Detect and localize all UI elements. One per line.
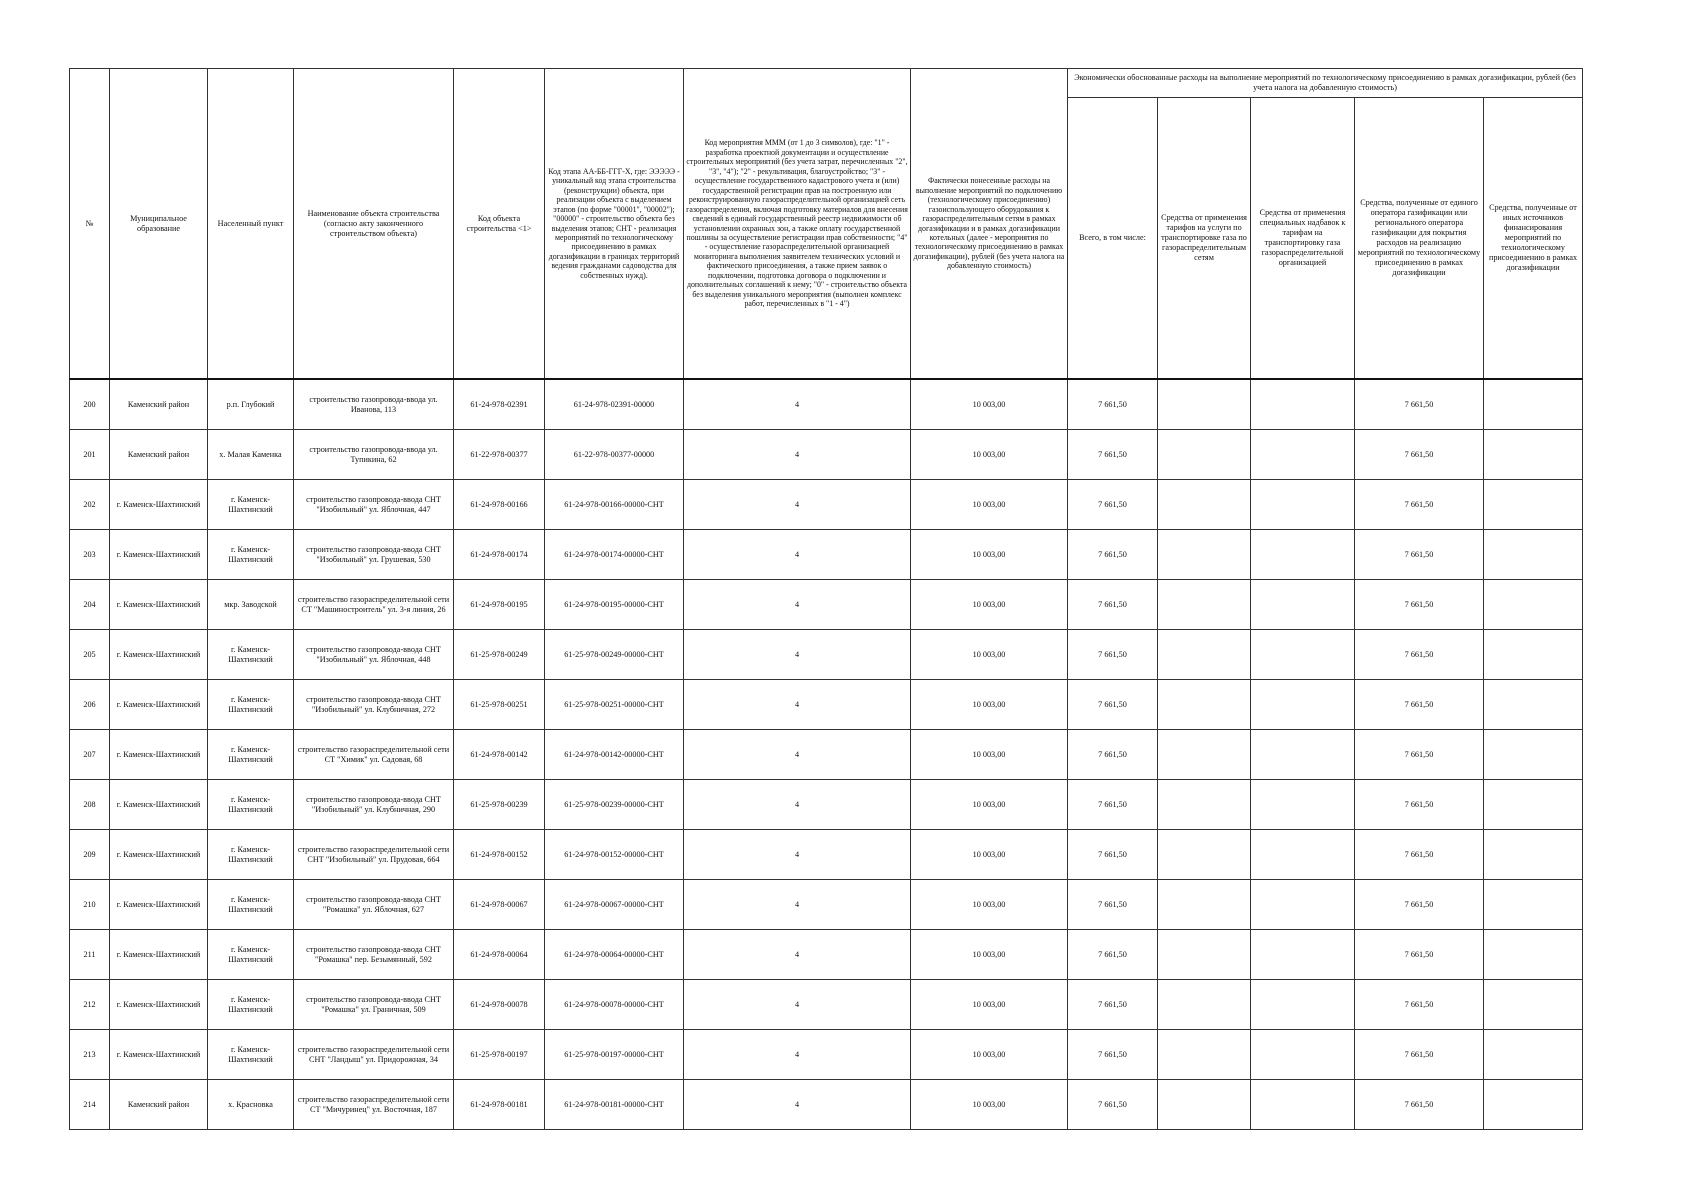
cell-municipality: Каменский район <box>110 379 208 430</box>
cell-municipality: Каменский район <box>110 430 208 480</box>
cell-municipality: г. Каменск-Шахтинский <box>110 930 208 980</box>
table-row <box>70 1030 1583 1080</box>
cell-operator-funds: 7 661,50 <box>1355 830 1484 880</box>
header-object-name: Наименование объекта строительства (согласно акту законченного строительством объекта) <box>294 69 454 380</box>
cell-other-funds <box>1484 930 1583 980</box>
cell-operator-funds: 7 661,50 <box>1355 880 1484 930</box>
header-municipality: Муниципальное образование <box>110 69 208 380</box>
cell-tariff-funds <box>1158 880 1251 930</box>
cell-operator-funds: 7 661,50 <box>1355 780 1484 830</box>
cell-event-code: 4 <box>684 480 911 530</box>
cell-total: 7 661,50 <box>1068 880 1158 930</box>
cell-other-funds <box>1484 379 1583 430</box>
cell-stage-code: 61-24-978-00181-00000-СНТ <box>545 1080 684 1130</box>
cell-num: 212 <box>70 980 110 1030</box>
cell-event-code: 4 <box>684 780 911 830</box>
cell-tariff-funds <box>1158 580 1251 630</box>
cell-tariff-funds <box>1158 930 1251 980</box>
cell-settlement: х. Красновка <box>208 1080 294 1130</box>
cell-event-code: 4 <box>684 980 911 1030</box>
cell-surcharge-funds <box>1251 930 1355 980</box>
cell-surcharge-funds <box>1251 530 1355 580</box>
cell-total: 7 661,50 <box>1068 430 1158 480</box>
cell-object-code: 61-24-978-00152 <box>454 830 545 880</box>
cell-actual-expenses: 10 003,00 <box>911 630 1068 680</box>
cell-municipality: г. Каменск-Шахтинский <box>110 1030 208 1080</box>
cell-actual-expenses: 10 003,00 <box>911 680 1068 730</box>
table-row <box>70 730 1583 780</box>
cell-other-funds <box>1484 1030 1583 1080</box>
cell-operator-funds: 7 661,50 <box>1355 379 1484 430</box>
cell-stage-code: 61-25-978-00249-00000-СНТ <box>545 630 684 680</box>
cell-stage-code: 61-25-978-00239-00000-СНТ <box>545 780 684 830</box>
cell-total: 7 661,50 <box>1068 1080 1158 1130</box>
cell-event-code: 4 <box>684 379 911 430</box>
cell-operator-funds: 7 661,50 <box>1355 1080 1484 1130</box>
table-body <box>70 379 1583 1130</box>
cell-tariff-funds <box>1158 680 1251 730</box>
cell-object-name: строительство газопровода-ввода ул. Иванова, 113 <box>294 379 454 430</box>
table-row <box>70 530 1583 580</box>
cell-object-name: строительство газораспределительной сети СТ "Мичуринец" ул. Восточная, 187 <box>294 1080 454 1130</box>
cell-surcharge-funds <box>1251 480 1355 530</box>
table-row <box>70 880 1583 930</box>
cell-object-code: 61-24-978-00166 <box>454 480 545 530</box>
header-tariff-funds: Средства от применения тарифов на услуги по транспортировке газа по газораспределительным сетям <box>1158 98 1251 380</box>
cell-object-code: 61-24-978-00174 <box>454 530 545 580</box>
cell-stage-code: 61-24-978-00142-00000-СНТ <box>545 730 684 780</box>
cell-actual-expenses: 10 003,00 <box>911 830 1068 880</box>
cell-event-code: 4 <box>684 530 911 580</box>
cell-surcharge-funds <box>1251 730 1355 780</box>
cell-num: 200 <box>70 379 110 430</box>
cell-other-funds <box>1484 780 1583 830</box>
header-num: № <box>70 69 110 380</box>
cell-operator-funds: 7 661,50 <box>1355 630 1484 680</box>
cell-municipality: г. Каменск-Шахтинский <box>110 580 208 630</box>
cell-object-code: 61-24-978-00181 <box>454 1080 545 1130</box>
cell-municipality: Каменский район <box>110 1080 208 1130</box>
cell-settlement: г. Каменск-Шахтинский <box>208 730 294 780</box>
header-object-code: Код объекта строительства <1> <box>454 69 545 380</box>
cell-actual-expenses: 10 003,00 <box>911 880 1068 930</box>
cell-num: 211 <box>70 930 110 980</box>
cell-surcharge-funds <box>1251 980 1355 1030</box>
header-settlement: Населенный пункт <box>208 69 294 380</box>
cell-object-name: строительство газопровода-ввода СНТ "Изобильный" ул. Яблочная, 447 <box>294 480 454 530</box>
table-row <box>70 1080 1583 1130</box>
cell-object-name: строительство газопровода-ввода СНТ "Изобильный" ул. Грушевая, 530 <box>294 530 454 580</box>
cell-surcharge-funds <box>1251 580 1355 630</box>
cell-operator-funds: 7 661,50 <box>1355 1030 1484 1080</box>
expenses-table <box>69 68 1583 1130</box>
cell-settlement: г. Каменск-Шахтинский <box>208 880 294 930</box>
cell-stage-code: 61-24-978-00078-00000-СНТ <box>545 980 684 1030</box>
header-group-justified-expenses: Экономически обоснованные расходы на выполнение мероприятий по технологическому присоединению в рамках догазификации, рублей (без учета налога на добавленную стоимость) <box>1068 69 1583 98</box>
header-total: Всего, в том числе: <box>1068 98 1158 380</box>
cell-other-funds <box>1484 480 1583 530</box>
cell-event-code: 4 <box>684 630 911 680</box>
cell-event-code: 4 <box>684 830 911 880</box>
cell-num: 214 <box>70 1080 110 1130</box>
cell-municipality: г. Каменск-Шахтинский <box>110 880 208 930</box>
cell-tariff-funds <box>1158 730 1251 780</box>
cell-num: 204 <box>70 580 110 630</box>
cell-operator-funds: 7 661,50 <box>1355 680 1484 730</box>
cell-operator-funds: 7 661,50 <box>1355 430 1484 480</box>
cell-other-funds <box>1484 680 1583 730</box>
cell-event-code: 4 <box>684 880 911 930</box>
cell-operator-funds: 7 661,50 <box>1355 480 1484 530</box>
cell-stage-code: 61-24-978-00152-00000-СНТ <box>545 830 684 880</box>
cell-settlement: х. Малая Каменка <box>208 430 294 480</box>
table-row <box>70 379 1583 430</box>
cell-num: 201 <box>70 430 110 480</box>
cell-event-code: 4 <box>684 1080 911 1130</box>
cell-object-code: 61-24-978-00067 <box>454 880 545 930</box>
cell-object-code: 61-25-978-00249 <box>454 630 545 680</box>
cell-object-code: 61-24-978-00078 <box>454 980 545 1030</box>
cell-num: 210 <box>70 880 110 930</box>
cell-operator-funds: 7 661,50 <box>1355 930 1484 980</box>
cell-object-code: 61-22-978-00377 <box>454 430 545 480</box>
cell-actual-expenses: 10 003,00 <box>911 430 1068 480</box>
table-row <box>70 830 1583 880</box>
cell-stage-code: 61-24-978-00064-00000-СНТ <box>545 930 684 980</box>
cell-num: 207 <box>70 730 110 780</box>
cell-object-name: строительство газопровода-ввода СНТ "Изобильный" ул. Яблочная, 448 <box>294 630 454 680</box>
cell-total: 7 661,50 <box>1068 980 1158 1030</box>
cell-settlement: г. Каменск-Шахтинский <box>208 480 294 530</box>
cell-tariff-funds <box>1158 630 1251 680</box>
cell-operator-funds: 7 661,50 <box>1355 530 1484 580</box>
cell-surcharge-funds <box>1251 430 1355 480</box>
cell-municipality: г. Каменск-Шахтинский <box>110 830 208 880</box>
header-other-funds: Средства, полученные от иных источников финансирования мероприятий по технологическому присоединению в рамках догазификации <box>1484 98 1583 380</box>
cell-object-code: 61-25-978-00239 <box>454 780 545 830</box>
cell-settlement: р.п. Глубокий <box>208 379 294 430</box>
table-row <box>70 630 1583 680</box>
cell-object-name: строительство газораспределительной сети СНТ "Ландыш" ул. Придорожная, 34 <box>294 1030 454 1080</box>
cell-municipality: г. Каменск-Шахтинский <box>110 730 208 780</box>
cell-stage-code: 61-24-978-02391-00000 <box>545 379 684 430</box>
cell-total: 7 661,50 <box>1068 730 1158 780</box>
cell-stage-code: 61-24-978-00195-00000-СНТ <box>545 580 684 630</box>
cell-stage-code: 61-24-978-00166-00000-СНТ <box>545 480 684 530</box>
cell-settlement: г. Каменск-Шахтинский <box>208 980 294 1030</box>
cell-actual-expenses: 10 003,00 <box>911 730 1068 780</box>
cell-actual-expenses: 10 003,00 <box>911 1030 1068 1080</box>
cell-num: 205 <box>70 630 110 680</box>
cell-total: 7 661,50 <box>1068 930 1158 980</box>
cell-operator-funds: 7 661,50 <box>1355 730 1484 780</box>
cell-total: 7 661,50 <box>1068 780 1158 830</box>
header-stage-code: Код этапа АА-ББ-ГГГ-Х, где: ЭЭЭЭЭ - уникальный код этапа строительства (реконструкции) объекта, при реализации объекта с выделением этапов (по форме "00001", "00002"); "00000" - строительство объекта без выделения этапов; СНТ - реализация мероприятий по технологическому присоединению в рамках догазификации в границах территорий ведения гражданами садоводства для собственных нужд). <box>545 69 684 380</box>
cell-actual-expenses: 10 003,00 <box>911 379 1068 430</box>
cell-surcharge-funds <box>1251 830 1355 880</box>
cell-object-name: строительство газораспределительной сети СТ "Машиностроитель" ул. 3-я линия, 26 <box>294 580 454 630</box>
cell-total: 7 661,50 <box>1068 680 1158 730</box>
cell-actual-expenses: 10 003,00 <box>911 980 1068 1030</box>
cell-operator-funds: 7 661,50 <box>1355 980 1484 1030</box>
cell-surcharge-funds <box>1251 680 1355 730</box>
cell-other-funds <box>1484 630 1583 680</box>
cell-object-name: строительство газораспределительной сети СТ "Химик" ул. Садовая, 68 <box>294 730 454 780</box>
cell-surcharge-funds <box>1251 630 1355 680</box>
cell-object-code: 61-24-978-00064 <box>454 930 545 980</box>
cell-event-code: 4 <box>684 680 911 730</box>
cell-municipality: г. Каменск-Шахтинский <box>110 980 208 1030</box>
cell-other-funds <box>1484 580 1583 630</box>
cell-tariff-funds <box>1158 379 1251 430</box>
cell-operator-funds: 7 661,50 <box>1355 580 1484 630</box>
cell-event-code: 4 <box>684 430 911 480</box>
table-row <box>70 780 1583 830</box>
cell-event-code: 4 <box>684 580 911 630</box>
cell-event-code: 4 <box>684 1030 911 1080</box>
cell-total: 7 661,50 <box>1068 530 1158 580</box>
cell-total: 7 661,50 <box>1068 830 1158 880</box>
cell-actual-expenses: 10 003,00 <box>911 480 1068 530</box>
cell-num: 209 <box>70 830 110 880</box>
cell-stage-code: 61-24-978-00067-00000-СНТ <box>545 880 684 930</box>
cell-object-name: строительство газопровода-ввода ул. Тупикина, 62 <box>294 430 454 480</box>
cell-total: 7 661,50 <box>1068 379 1158 430</box>
cell-other-funds <box>1484 830 1583 880</box>
cell-tariff-funds <box>1158 780 1251 830</box>
cell-other-funds <box>1484 530 1583 580</box>
cell-total: 7 661,50 <box>1068 580 1158 630</box>
header-event-code: Код мероприятия МММ (от 1 до 3 символов), где: "1" - разработка проектной документации и осуществление строительных мероприятий (без учета затрат, перечисленных "2", "3", "4"); "2" - рекультивация, благоустройство; "3" - осуществление государственного кадастрового учета и (или) государственной регистрации прав на построенную или реконструированную газораспределительной организацией сеть газораспределения, включая подготовку материалов для внесения сведений в единый государственный реестр недвижимости об установлении охранных зон, а также оплату государственной пошлины за осуществление регистрации прав собственности; "4" - осуществление газораспределительной организацией мониторинга выполнения заявителем технических условий и фактического присоединения, а также прием заявок о подключении, подготовка договора о подключении и дополнительных соглашений к нему; "0" - строительство объекта без выделения уникального мероприятия (выполнен комплекс работ, перечисленных в "1 - 4") <box>684 69 911 380</box>
cell-actual-expenses: 10 003,00 <box>911 930 1068 980</box>
table-row <box>70 430 1583 480</box>
cell-object-name: строительство газопровода-ввода СНТ "Изобильный" ул. Клубничная, 290 <box>294 780 454 830</box>
cell-event-code: 4 <box>684 730 911 780</box>
cell-actual-expenses: 10 003,00 <box>911 1080 1068 1130</box>
cell-object-code: 61-25-978-00197 <box>454 1030 545 1080</box>
cell-settlement: г. Каменск-Шахтинский <box>208 680 294 730</box>
table-row <box>70 480 1583 530</box>
cell-surcharge-funds <box>1251 379 1355 430</box>
cell-num: 203 <box>70 530 110 580</box>
cell-settlement: г. Каменск-Шахтинский <box>208 780 294 830</box>
cell-object-name: строительство газопровода-ввода СНТ "Ромашка" ул. Яблочная, 627 <box>294 880 454 930</box>
cell-tariff-funds <box>1158 1030 1251 1080</box>
cell-settlement: г. Каменск-Шахтинский <box>208 530 294 580</box>
cell-municipality: г. Каменск-Шахтинский <box>110 680 208 730</box>
cell-total: 7 661,50 <box>1068 630 1158 680</box>
cell-object-code: 61-25-978-00251 <box>454 680 545 730</box>
cell-other-funds <box>1484 880 1583 930</box>
cell-num: 206 <box>70 680 110 730</box>
cell-surcharge-funds <box>1251 1030 1355 1080</box>
cell-settlement: г. Каменск-Шахтинский <box>208 930 294 980</box>
cell-object-code: 61-24-978-00195 <box>454 580 545 630</box>
cell-tariff-funds <box>1158 530 1251 580</box>
cell-settlement: г. Каменск-Шахтинский <box>208 830 294 880</box>
cell-total: 7 661,50 <box>1068 1030 1158 1080</box>
cell-num: 213 <box>70 1030 110 1080</box>
cell-tariff-funds <box>1158 430 1251 480</box>
cell-stage-code: 61-22-978-00377-00000 <box>545 430 684 480</box>
cell-other-funds <box>1484 430 1583 480</box>
header-actual-expenses: Фактически понесенные расходы на выполнение мероприятий по подключению (технологическому присоединению) газоиспользующего оборудования к газораспределительным сетям в рамках догазификации и в рамках догазификации котельных (далее - мероприятия по технологическому присоединению в рамках догазификации), рублей (без учета налога на добавленную стоимость) <box>911 69 1068 380</box>
cell-municipality: г. Каменск-Шахтинский <box>110 630 208 680</box>
cell-surcharge-funds <box>1251 780 1355 830</box>
cell-num: 202 <box>70 480 110 530</box>
cell-object-name: строительство газопровода-ввода СНТ "Ромашка" ул. Граничная, 509 <box>294 980 454 1030</box>
cell-num: 208 <box>70 780 110 830</box>
cell-other-funds <box>1484 730 1583 780</box>
cell-actual-expenses: 10 003,00 <box>911 530 1068 580</box>
cell-other-funds <box>1484 980 1583 1030</box>
table-row <box>70 930 1583 980</box>
cell-other-funds <box>1484 1080 1583 1130</box>
cell-tariff-funds <box>1158 830 1251 880</box>
cell-object-name: строительство газораспределительной сети СНТ "Изобильный" ул. Прудовая, 664 <box>294 830 454 880</box>
cell-surcharge-funds <box>1251 1080 1355 1130</box>
cell-stage-code: 61-25-978-00197-00000-СНТ <box>545 1030 684 1080</box>
cell-object-code: 61-24-978-02391 <box>454 379 545 430</box>
cell-actual-expenses: 10 003,00 <box>911 780 1068 830</box>
cell-actual-expenses: 10 003,00 <box>911 580 1068 630</box>
cell-object-name: строительство газопровода-ввода СНТ "Ромашка" пер. Безымянный, 592 <box>294 930 454 980</box>
table-row <box>70 680 1583 730</box>
cell-total: 7 661,50 <box>1068 480 1158 530</box>
cell-tariff-funds <box>1158 1080 1251 1130</box>
header-surcharge-funds: Средства от применения специальных надбавок к тарифам на транспортировку газа газораспределительной организацией <box>1251 98 1355 380</box>
cell-stage-code: 61-24-978-00174-00000-СНТ <box>545 530 684 580</box>
table-header <box>70 69 1583 380</box>
cell-object-code: 61-24-978-00142 <box>454 730 545 780</box>
header-operator-funds: Средства, полученные от единого оператора газификации или регионального оператора газификации для покрытия расходов на реализацию мероприятий по технологическому присоединению в рамках догазификации <box>1355 98 1484 380</box>
cell-event-code: 4 <box>684 930 911 980</box>
cell-stage-code: 61-25-978-00251-00000-СНТ <box>545 680 684 730</box>
table-row <box>70 980 1583 1030</box>
table-row <box>70 580 1583 630</box>
cell-settlement: мкр. Заводской <box>208 580 294 630</box>
cell-municipality: г. Каменск-Шахтинский <box>110 780 208 830</box>
cell-tariff-funds <box>1158 980 1251 1030</box>
cell-settlement: г. Каменск-Шахтинский <box>208 1030 294 1080</box>
cell-municipality: г. Каменск-Шахтинский <box>110 480 208 530</box>
cell-municipality: г. Каменск-Шахтинский <box>110 530 208 580</box>
cell-surcharge-funds <box>1251 880 1355 930</box>
cell-settlement: г. Каменск-Шахтинский <box>208 630 294 680</box>
cell-object-name: строительство газопровода-ввода СНТ "Изобильный" ул. Клубничная, 272 <box>294 680 454 730</box>
cell-tariff-funds <box>1158 480 1251 530</box>
